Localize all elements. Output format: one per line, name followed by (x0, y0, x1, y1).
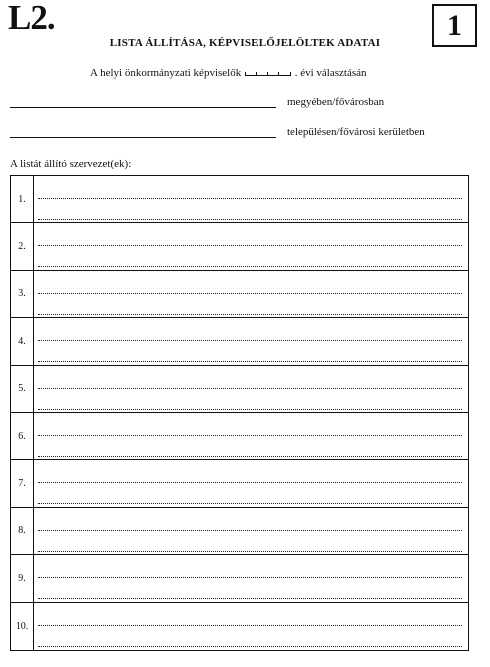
organization-name-line[interactable] (38, 625, 462, 626)
organization-name-line-2[interactable] (38, 551, 462, 552)
page-number-box: 1 (432, 4, 477, 47)
organization-name-line-2[interactable] (38, 361, 462, 362)
organization-name-line-2[interactable] (38, 409, 462, 410)
organization-name-line[interactable] (38, 293, 462, 294)
row-number: 6. (11, 413, 34, 459)
subtitle-text-after: . évi választásán (294, 67, 367, 79)
organization-name-line-2[interactable] (38, 646, 462, 647)
organization-name-line[interactable] (38, 482, 462, 483)
row-number: 10. (11, 603, 34, 650)
organization-name-line-2[interactable] (38, 456, 462, 457)
form-code: L2. (8, 0, 55, 37)
organization-name-line[interactable] (38, 245, 462, 246)
organization-row (11, 413, 468, 460)
county-label: megyében/fővárosban (287, 96, 385, 108)
subtitle-text-before: A helyi önkormányzati képviselők (90, 67, 242, 79)
organization-name-line[interactable] (38, 577, 462, 578)
organization-row (11, 603, 468, 650)
organization-row (11, 508, 468, 555)
row-number: 3. (11, 271, 34, 317)
organizations-table (10, 175, 469, 651)
settlement-input-line[interactable] (10, 137, 276, 138)
organization-row (11, 271, 468, 318)
row-number: 8. (11, 508, 34, 554)
organization-name-line-2[interactable] (38, 314, 462, 315)
organization-name-line[interactable] (38, 388, 462, 389)
row-number: 7. (11, 460, 34, 506)
election-subtitle (90, 67, 367, 79)
organization-name-line-2[interactable] (38, 598, 462, 599)
row-number: 4. (11, 318, 34, 364)
settlement-label: településen/fővárosi kerületben (287, 126, 425, 138)
organization-name-line[interactable] (38, 198, 462, 199)
form-title: LISTA ÁLLÍTÁSA, KÉPVISELŐJELÖLTEK ADATAI (109, 37, 381, 49)
row-number: 2. (11, 223, 34, 269)
organization-name-line[interactable] (38, 530, 462, 531)
organization-name-line[interactable] (38, 340, 462, 341)
organization-row (11, 366, 468, 413)
organization-row (11, 318, 468, 365)
organization-name-line-2[interactable] (38, 219, 462, 220)
organization-name-line[interactable] (38, 435, 462, 436)
organization-row (11, 223, 468, 270)
county-input-line[interactable] (10, 107, 276, 108)
organization-row (11, 555, 468, 602)
organization-row (11, 460, 468, 507)
row-number: 9. (11, 555, 34, 601)
organization-name-line-2[interactable] (38, 266, 462, 267)
row-number: 5. (11, 366, 34, 412)
organization-name-line-2[interactable] (38, 503, 462, 504)
row-number: 1. (11, 176, 34, 222)
organization-row (11, 176, 468, 223)
organizations-section-label: A listát állító szervezet(ek): (10, 158, 132, 170)
year-input-field[interactable] (245, 68, 291, 76)
